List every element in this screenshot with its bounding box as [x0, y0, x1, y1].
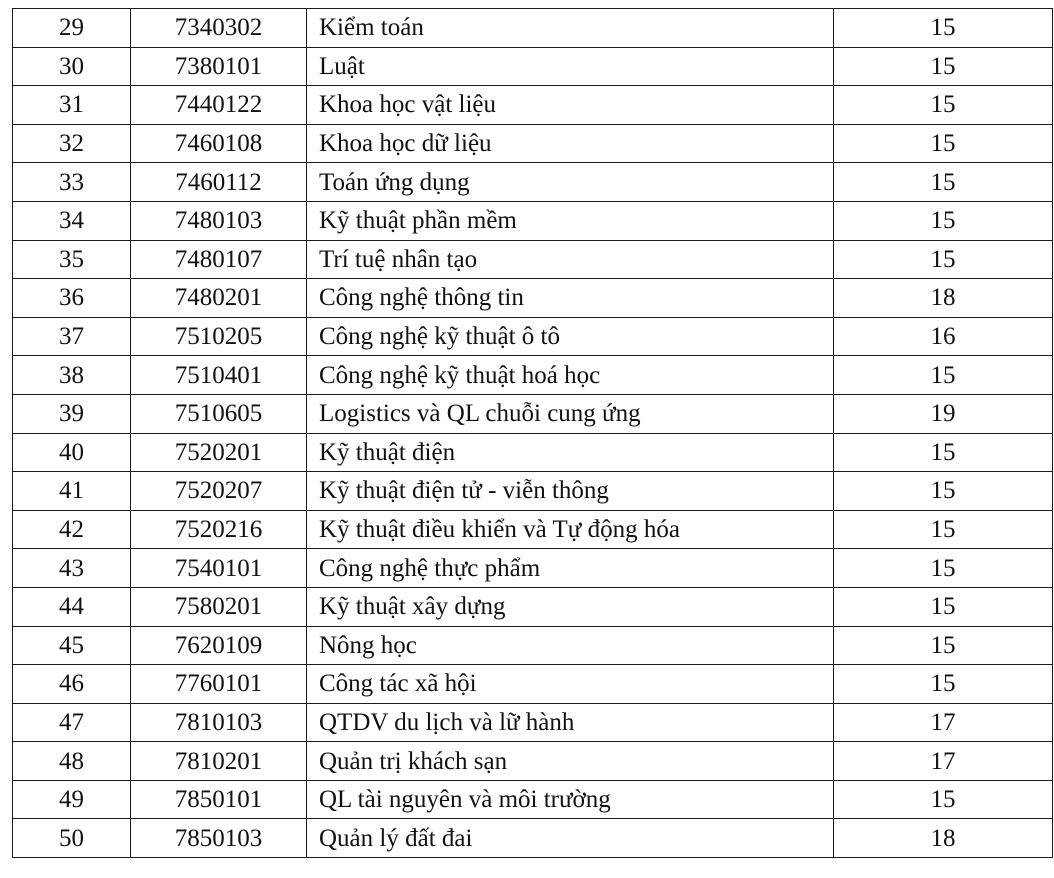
major-code-cell: 7520201 — [131, 433, 307, 472]
major-code-cell: 7620109 — [131, 626, 307, 665]
major-code-cell: 7810103 — [131, 703, 307, 742]
table-row — [13, 394, 1053, 433]
major-name-cell: Kỹ thuật điện tử - viễn thông — [307, 472, 834, 511]
major-code-cell: 7480201 — [131, 279, 307, 318]
table-row — [13, 240, 1053, 279]
table-row — [13, 549, 1053, 588]
table-row — [13, 9, 1053, 48]
major-code-cell: 7480103 — [131, 201, 307, 240]
row-number-cell: 48 — [13, 742, 131, 781]
table-row — [13, 587, 1053, 626]
major-code-cell: 7520207 — [131, 472, 307, 511]
score-cell: 15 — [834, 240, 1053, 279]
table-row — [13, 780, 1053, 819]
major-code-cell: 7520216 — [131, 510, 307, 549]
row-number-cell: 49 — [13, 780, 131, 819]
major-name-cell: Luật — [307, 47, 834, 86]
score-cell: 15 — [834, 472, 1053, 511]
table-row — [13, 626, 1053, 665]
row-number-cell: 34 — [13, 201, 131, 240]
row-number-cell: 42 — [13, 510, 131, 549]
score-cell: 15 — [834, 86, 1053, 125]
table-row — [13, 356, 1053, 395]
table-row — [13, 703, 1053, 742]
major-code-cell: 7540101 — [131, 549, 307, 588]
row-number-cell: 46 — [13, 665, 131, 704]
table-row — [13, 472, 1053, 511]
major-code-cell: 7380101 — [131, 47, 307, 86]
row-number-cell: 30 — [13, 47, 131, 86]
major-name-cell: Nông học — [307, 626, 834, 665]
majors-score-table — [12, 8, 1053, 858]
major-name-cell: Toán ứng dụng — [307, 163, 834, 202]
table-row — [13, 124, 1053, 163]
row-number-cell: 44 — [13, 587, 131, 626]
table-row — [13, 433, 1053, 472]
table-row — [13, 201, 1053, 240]
major-name-cell: Quản lý đất đai — [307, 819, 834, 858]
major-code-cell: 7510401 — [131, 356, 307, 395]
major-name-cell: Công nghệ kỹ thuật ô tô — [307, 317, 834, 356]
table-row — [13, 86, 1053, 125]
major-name-cell: QTDV du lịch và lữ hành — [307, 703, 834, 742]
major-code-cell: 7510205 — [131, 317, 307, 356]
major-code-cell: 7760101 — [131, 665, 307, 704]
score-cell: 15 — [834, 587, 1053, 626]
major-name-cell: QL tài nguyên và môi trường — [307, 780, 834, 819]
major-name-cell: Trí tuệ nhân tạo — [307, 240, 834, 279]
table-row — [13, 317, 1053, 356]
major-name-cell: Kỹ thuật điều khiển và Tự động hóa — [307, 510, 834, 549]
major-name-cell: Công tác xã hội — [307, 665, 834, 704]
table-row — [13, 510, 1053, 549]
score-cell: 15 — [834, 433, 1053, 472]
score-cell: 15 — [834, 665, 1053, 704]
major-name-cell: Khoa học vật liệu — [307, 86, 834, 125]
score-cell: 17 — [834, 742, 1053, 781]
table-row — [13, 665, 1053, 704]
major-name-cell: Kỹ thuật phần mềm — [307, 201, 834, 240]
score-cell: 15 — [834, 356, 1053, 395]
table-body — [13, 9, 1053, 858]
table-row — [13, 819, 1053, 858]
row-number-cell: 29 — [13, 9, 131, 48]
major-code-cell: 7440122 — [131, 86, 307, 125]
table-row — [13, 279, 1053, 318]
major-code-cell: 7510605 — [131, 394, 307, 433]
major-code-cell: 7810201 — [131, 742, 307, 781]
score-cell: 15 — [834, 124, 1053, 163]
major-code-cell: 7460112 — [131, 163, 307, 202]
score-cell: 15 — [834, 9, 1053, 48]
table-row — [13, 163, 1053, 202]
row-number-cell: 33 — [13, 163, 131, 202]
row-number-cell: 43 — [13, 549, 131, 588]
major-name-cell: Công nghệ thực phẩm — [307, 549, 834, 588]
score-cell: 15 — [834, 780, 1053, 819]
major-code-cell: 7850101 — [131, 780, 307, 819]
major-code-cell: 7850103 — [131, 819, 307, 858]
score-cell: 15 — [834, 626, 1053, 665]
major-code-cell: 7580201 — [131, 587, 307, 626]
score-cell: 15 — [834, 47, 1053, 86]
major-code-cell: 7340302 — [131, 9, 307, 48]
table-row — [13, 742, 1053, 781]
score-cell: 18 — [834, 279, 1053, 318]
score-cell: 15 — [834, 163, 1053, 202]
row-number-cell: 32 — [13, 124, 131, 163]
major-name-cell: Quản trị khách sạn — [307, 742, 834, 781]
row-number-cell: 50 — [13, 819, 131, 858]
score-cell: 15 — [834, 201, 1053, 240]
score-cell: 16 — [834, 317, 1053, 356]
score-cell: 15 — [834, 549, 1053, 588]
row-number-cell: 31 — [13, 86, 131, 125]
table-row — [13, 47, 1053, 86]
major-code-cell: 7460108 — [131, 124, 307, 163]
row-number-cell: 40 — [13, 433, 131, 472]
row-number-cell: 36 — [13, 279, 131, 318]
row-number-cell: 47 — [13, 703, 131, 742]
row-number-cell: 37 — [13, 317, 131, 356]
row-number-cell: 39 — [13, 394, 131, 433]
major-name-cell: Logistics và QL chuỗi cung ứng — [307, 394, 834, 433]
row-number-cell: 41 — [13, 472, 131, 511]
major-name-cell: Khoa học dữ liệu — [307, 124, 834, 163]
major-name-cell: Công nghệ thông tin — [307, 279, 834, 318]
score-cell: 18 — [834, 819, 1053, 858]
row-number-cell: 35 — [13, 240, 131, 279]
score-cell: 19 — [834, 394, 1053, 433]
score-cell: 15 — [834, 510, 1053, 549]
major-name-cell: Kỹ thuật xây dựng — [307, 587, 834, 626]
score-cell: 17 — [834, 703, 1053, 742]
major-name-cell: Công nghệ kỹ thuật hoá học — [307, 356, 834, 395]
major-name-cell: Kiểm toán — [307, 9, 834, 48]
major-name-cell: Kỹ thuật điện — [307, 433, 834, 472]
major-code-cell: 7480107 — [131, 240, 307, 279]
row-number-cell: 45 — [13, 626, 131, 665]
row-number-cell: 38 — [13, 356, 131, 395]
